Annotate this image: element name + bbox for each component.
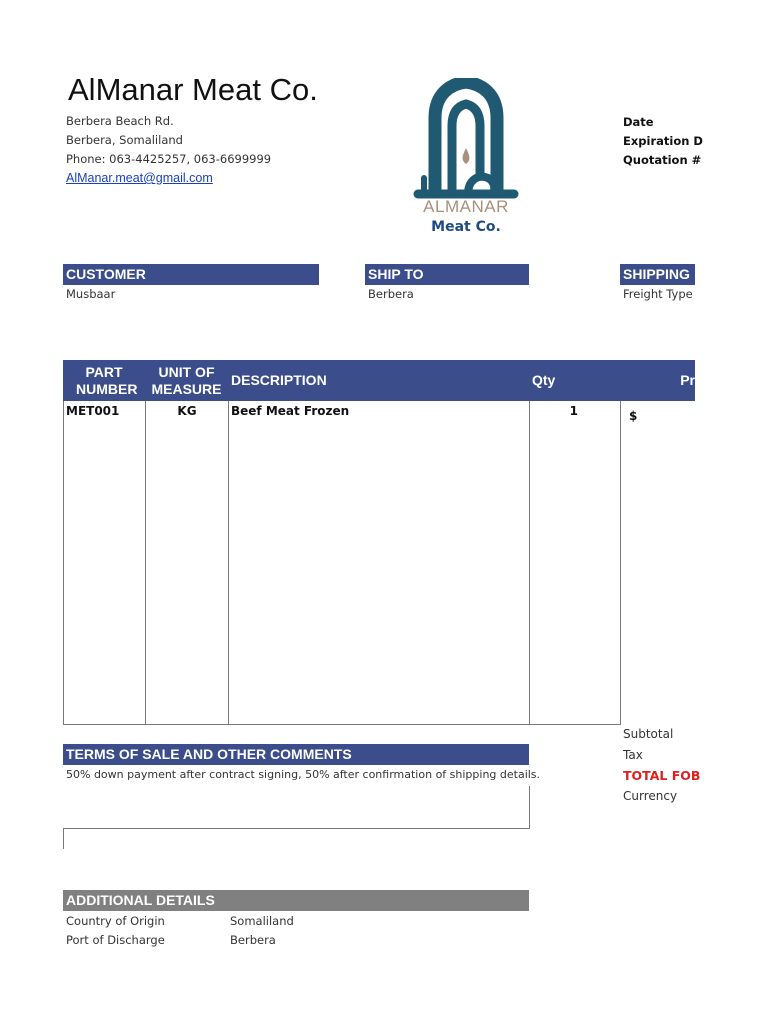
expiration-date-label: Expiration D [623, 134, 703, 148]
column-header-price: Pr [620, 360, 695, 401]
unit-column [145, 401, 228, 725]
detail-value-country: Somaliland [230, 914, 294, 928]
shipping-header: SHIPPING [620, 264, 695, 285]
currency-label: Currency [623, 789, 678, 803]
table-row-part: MET001 [66, 404, 120, 418]
table-row-price-currency: $ [629, 409, 638, 423]
part-number-column [63, 401, 145, 725]
ship-to-value: Berbera [368, 287, 414, 301]
customer-header: CUSTOMER [63, 264, 319, 285]
logo-wordmark: ALMANAR [423, 197, 509, 216]
tax-label: Tax [623, 748, 643, 762]
company-logo [410, 78, 522, 238]
column-header-unit: UNIT OF MEASURE [145, 360, 228, 401]
quotation-number-label: Quotation # [623, 153, 702, 167]
subtotal-label: Subtotal [623, 727, 674, 741]
terms-divider [63, 829, 64, 849]
date-label: Date [623, 115, 654, 129]
logo-subtitle: Meat Co. [431, 219, 501, 235]
total-fob-label: TOTAL FOB [623, 768, 701, 783]
column-header-part-number: PART NUMBER [63, 360, 145, 401]
company-phone: Phone: 063-4425257, 063-6699999 [66, 152, 272, 166]
table-row-description: Beef Meat Frozen [231, 404, 350, 418]
terms-text: 50% down payment after contract signing, 50% after confirmation of shipping details. [66, 768, 541, 781]
company-name: AlManar Meat Co. [68, 72, 318, 107]
table-row-unit: KG [177, 404, 197, 418]
detail-key-country: Country of Origin [66, 914, 165, 928]
shipping-value: Freight Type [623, 287, 693, 301]
description-column [228, 401, 529, 725]
company-address-line1: Berbera Beach Rd. [66, 114, 174, 128]
ship-to-header: SHIP TO [365, 264, 529, 285]
company-email-link[interactable]: AlManar.meat@gmail.com [66, 171, 213, 185]
qty-column [529, 401, 621, 725]
detail-key-port: Port of Discharge [66, 933, 165, 947]
customer-value: Musbaar [66, 287, 116, 301]
column-header-description: DESCRIPTION [228, 360, 529, 401]
additional-details-header: ADDITIONAL DETAILS [63, 890, 529, 911]
table-row-qty: 1 [569, 404, 578, 418]
terms-box [63, 786, 530, 829]
company-address-line2: Berbera, Somaliland [66, 133, 183, 147]
column-header-qty: Qty [529, 360, 620, 401]
detail-value-port: Berbera [230, 933, 276, 947]
terms-header: TERMS OF SALE AND OTHER COMMENTS [63, 744, 529, 765]
